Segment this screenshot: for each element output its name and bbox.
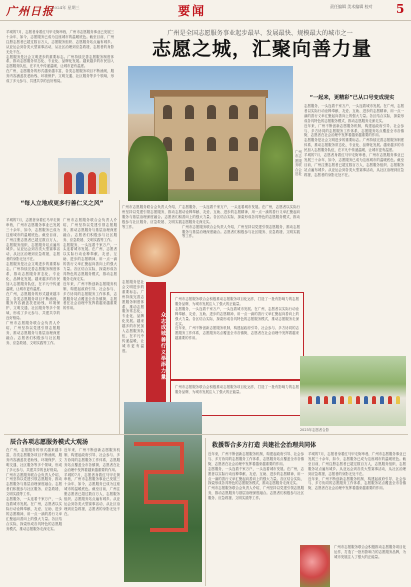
person	[332, 396, 336, 404]
paragraph: 羊城的7月，志愿者身着红马甲走街串巷，广州市志愿服务事业已发展三十余年，如今，志愿服务已成为这座城市的温暖底色。截至目前，广州注册志愿者已超过数百万人，志愿服务组织、志愿服务站点遍布城乡。从亚运会到各类大型赛事活动，从社区治理到应急救援，志愿者的身影无处不在。	[6, 218, 60, 262]
paragraph: 广州市志愿服务联合会积极推动志愿服务项目化运作，打造了一批有影响力的志愿服务品牌，为城市发展注入了强大的正能量。	[334, 545, 406, 559]
paragraph: 广州市志愿服务联合会积极推动志愿服务项目化运作，打造了一批有影响力的志愿服务品牌，为城市发展注入了强大的正能量。	[175, 297, 299, 306]
window	[163, 105, 172, 119]
paragraph: 羊城的7月，志愿者身着红马甲走街串巷，广州市志愿服务事业已发展三十余年，如今，志愿服务已成为这座城市的温暖底色。截至目前，广州注册志愿者已超过数百万人，志愿服务组织、志愿服务站点遍布城乡。从亚运会到各类大型赛事活动，从社区治理到应急救援，志愿者的身影无处不在。	[308, 452, 406, 476]
person	[64, 172, 72, 194]
article-column-left-mid-2	[63, 218, 117, 430]
person	[88, 172, 96, 194]
bridge-segment	[180, 442, 184, 472]
window	[185, 105, 194, 119]
paragraph: 志愿服务，一头连着千家万户，一头连着城市发展。在广州，志愿者以实际行动诠释奉献、友爱、互助、进步的志愿精神，用一点一滴的善行义举汇聚起向善向上的强大力量。各区结合实际，探索形成各具特色的志愿服务模式，推动志愿服务走深走实。	[182, 205, 300, 224]
tree	[128, 136, 168, 201]
paragraph: 羊城的7月，志愿者身着红马甲走街串巷，广州市志愿服务事业已发展三十余年，如今，志愿服务已成为这座城市的温暖底色。截至目前，广州注册志愿者已超过数百万人，志愿服务组织、志愿服务站点遍布城乡。从亚运会到各类大型赛事活动，从社区治理到应急救援，志愿者的身影无处不在。	[64, 472, 120, 516]
article-column-bottom-right-2	[308, 452, 406, 542]
bridge-segment	[184, 500, 188, 530]
person	[76, 172, 84, 194]
subhead-right: “一起来，更精彩”已从口号变成现实	[309, 95, 395, 101]
article-column-left-top	[6, 30, 114, 154]
window	[229, 167, 238, 181]
quote-box	[170, 292, 304, 380]
window	[249, 137, 258, 151]
section-title: 要闻	[178, 4, 207, 18]
divider	[119, 200, 120, 434]
paragraph: 志愿服务是社会文明进步的重要标志。广州持续完善志愿服务制度体系，推动志愿服务常态化、专业化、品牌化发展。越来越多的市民加入志愿服务队伍，在平凡中传递温暖，让城市更有温度。	[304, 138, 404, 153]
subhead-bottom-right: 救援帮合多方打造 共建社会治理共同体	[212, 442, 317, 449]
paragraph: 广州市志愿服务联合会负责人介绍，广州坚持以党建引领志愿服务，推动志愿服务与基层治理深度融合。志愿者们积极参与社区服务、应急救援、文明实践等工作。	[182, 224, 300, 239]
article-column-bottom-left	[6, 448, 62, 584]
page-number: 5	[396, 2, 405, 16]
paragraph: 近年来，广州不断创新志愿服务机制，构建起政府引导、社会参与、多方协同的志愿服务工作体系，志愿服务站点覆盖全市各镇街，志愿者在社会治理中发挥着越来越重要的作用。	[64, 448, 120, 472]
paragraph: 志愿服务是社会文明进步的重要标志。广州持续完善志愿服务制度体系，推动志愿服务常态化、专业化、品牌化发展。越来越多的市民加入志愿服务队伍，在平凡中传递温暖，让城市更有温度。	[6, 54, 114, 69]
window	[249, 105, 258, 119]
bridge-segment	[144, 470, 184, 474]
subhead-left: “每人立地成更多行善仁义之风”	[20, 201, 104, 207]
paragraph: 近年来，广州不断创新志愿服务机制，构建起政府引导、社会参与、多方协同的志愿服务工作体系，志愿服务站点覆盖全市各镇街，志愿者在社会治理中发挥着越来越重要的作用。	[308, 476, 406, 491]
group-caption: 2023年志愿者合影	[300, 428, 329, 432]
article-column-narrow	[122, 280, 144, 400]
window	[185, 137, 194, 151]
paragraph: 广州市志愿服务联合会负责人介绍，广州坚持以党建引领志愿服务，推动志愿服务与基层治理深度融合。志愿者们积极参与社区服务、应急救援、文明实践等工作。	[122, 205, 182, 229]
divider	[4, 434, 408, 435]
person	[396, 396, 400, 404]
volunteers-photo	[58, 158, 110, 194]
window	[229, 137, 238, 151]
window	[207, 137, 216, 151]
building-caption: 广州市志愿服务联合会旧址	[295, 150, 302, 177]
paragraph: 近年来，广州不断创新志愿服务机制，构建起政府引导、社会参与、多方协同的志愿服务工作体系，志愿服务站点覆盖全市各镇街，志愿者在社会治理中发挥着越来越重要的作用。	[175, 326, 299, 341]
person	[316, 396, 320, 404]
sidebar-banner: 众志成城善行义举添力量	[146, 282, 166, 406]
person	[348, 396, 352, 404]
paragraph: 广州市志愿服务联合会负责人介绍，广州坚持以党建引领志愿服务，推动志愿服务与基层治理深度融合。志愿者们积极参与社区服务、应急救援、文明实践等工作。	[6, 321, 60, 345]
paragraph: 在广州，志愿服务的形式越来越丰富，各类志愿服务项目不断涌现，服务内容涵盖扶老助残、环境保护、文明交通、社区服务等多个领域，形成了多元参与、共建共享的良好格局。	[6, 291, 60, 321]
article-column-center	[122, 205, 182, 229]
building-photo	[128, 66, 293, 201]
paragraph: 广州市志愿服务联合会负责人介绍，广州坚持以党建引领志愿服务，推动志愿服务与基层治理深度融合。志愿者们积极参与社区服务、应急救援、文明实践等工作。	[208, 486, 304, 501]
article-column-bottom-left-2	[64, 448, 120, 584]
park-bridge-photo	[124, 402, 202, 582]
paragraph: 志愿服务，一头连着千家万户，一头连着城市发展。在广州，志愿者以实际行动诠释奉献、友爱、互助、进步的志愿精神，用一点一滴的善行义举汇聚起向善向上的强大力量。各区结合实际，探索形成各具特色的志愿服务模式，推动志愿服务走深走实。	[6, 497, 62, 531]
person	[356, 396, 360, 404]
bridge-segment	[150, 528, 188, 532]
person	[388, 396, 392, 404]
divider	[205, 438, 206, 586]
paragraph: 志愿服务，一头连着千家万户，一头连着城市发展。在广州，志愿者以实际行动诠释奉献、友爱、互助、进步的志愿精神，用一点一滴的善行义举汇聚起向善向上的强大力量。各区结合实际，探索形成各具特色的志愿服务模式，推动志愿服务走深走实。	[208, 466, 304, 486]
paragraph: 志愿服务是社会文明进步的重要标志。广州持续完善志愿服务制度体系，推动志愿服务常态化、专业化、品牌化发展。越来越多的市民加入志愿服务队伍，在平凡中传递温暖，让城市更有温度。	[6, 262, 60, 291]
paragraph: 在广州，志愿服务的形式越来越丰富，各类志愿服务项目不断涌现，服务内容涵盖扶老助残、环境保护、文明交通、社区服务等多个领域，形成了多元参与、共建共享的良好格局。	[6, 69, 114, 84]
headline: 志愿之城，汇聚向善力量	[151, 38, 372, 60]
article-column-right	[304, 104, 404, 354]
kicker: 广州是全国志愿服务事业起步最早、发展最快、规模最大的城市之一	[167, 30, 353, 37]
paragraph: 近年来，广州不断创新志愿服务机制，构建起政府引导、社会参与、多方协同的志愿服务工作体系，志愿服务站点覆盖全市各镇街，志愿者在社会治理中发挥着越来越重要的作用。	[63, 281, 117, 311]
paragraph: 志愿服务，一头连着千家万户，一头连着城市发展。在广州，志愿者以实际行动诠释奉献、友爱、互助、进步的志愿精神，用一点一滴的善行义举汇聚起向善向上的强大力量。各区结合实际，探索形成各具特色的志愿服务模式，推动志愿服务走深走实。	[304, 104, 404, 123]
person	[99, 172, 107, 194]
person	[308, 396, 312, 404]
window	[185, 167, 194, 181]
paragraph: 志愿服务，一头连着千家万户，一头连着城市发展。在广州，志愿者以实际行动诠释奉献、友爱、互助、进步的志愿精神，用一点一滴的善行义举汇聚起向善向上的强大力量。各区结合实际，探索形成各具特色的志愿服务模式，推动志愿服务走深走实。	[63, 242, 117, 281]
paragraph: 羊城的7月，志愿者身着红马甲走街串巷，广州市志愿服务事业已发展三十余年，如今，志愿服务已成为这座城市的温暖底色。截至目前，广州注册志愿者已超过数百万人，志愿服务组织、志愿服务站点遍布城乡。从亚运会到各类大型赛事活动，从社区治理到应急救援，志愿者的身影无处不在。	[304, 153, 404, 177]
masthead-date: 2024年 星期三	[52, 5, 80, 10]
paragraph: 广州市志愿服务联合会积极推动志愿服务项目化运作，打造了一批有影响力的志愿服务品牌，为城市发展注入了强大的正能量。	[175, 385, 299, 394]
tree	[260, 126, 293, 201]
person	[324, 396, 328, 404]
paragraph: 羊城的7月，志愿者身着红马甲走街串巷，广州市志愿服务事业已发展三十余年，如今，志愿服务已成为这座城市的温暖底色。截至目前，广州注册志愿者已超过数百万人，志愿服务组织、志愿服务站点遍布城乡。从亚运会到各类大型赛事活动，从社区治理到应急救援，志愿者的身影无处不在。	[6, 30, 114, 54]
person	[372, 396, 376, 404]
paragraph: 志愿服务，一头连着千家万户，一头连着城市发展。在广州，志愿者以实际行动诠释奉献、友爱、互助、进步的志愿精神，用一点一滴的善行义举汇聚起向善向上的强大力量。各区结合实际，探索形成各具特色的志愿服务模式，推动志愿服务走深走实。	[175, 306, 299, 326]
paragraph: 近年来，广州不断创新志愿服务机制，构建起政府引导、社会参与、多方协同的志愿服务工作体系，志愿服务站点覆盖全市各镇街，志愿者在社会治理中发挥着越来越重要的作用。	[304, 123, 404, 138]
bridge-segment	[134, 442, 184, 446]
person	[340, 396, 344, 404]
masthead	[0, 0, 411, 21]
person	[364, 396, 368, 404]
building-body	[154, 96, 266, 190]
article-column-bottom-right-3	[334, 545, 406, 585]
masthead-editors: 责任编辑 美术编辑 校对	[330, 4, 373, 9]
paragraph: 广州市志愿服务联合会负责人介绍，广州坚持以党建引领志愿服务，推动志愿服务与基层治理深度融合。志愿者们积极参与社区服务、应急救援、文明实践等工作。	[6, 472, 62, 497]
person	[380, 396, 384, 404]
article-column-left-mid	[6, 218, 60, 430]
bridge-segment	[144, 470, 148, 502]
volunteer-portrait-photo	[128, 225, 182, 279]
window	[229, 105, 238, 119]
bridge-segment	[144, 500, 188, 504]
subhead-bottom-left: 辰合各项志愿服务模式大观汤	[10, 439, 89, 446]
group-photo	[300, 356, 406, 426]
paragraph: 志愿服务是社会文明进步的重要标志。广州持续完善志愿服务制度体系，推动志愿服务常态化、专业化、品牌化发展。越来越多的市民加入志愿服务队伍，在平凡中传递温暖，让城市更有温度。	[122, 280, 144, 353]
paragraph: 在广州，志愿服务的形式越来越丰富，各类志愿服务项目不断涌现，服务内容涵盖扶老助残、环境保护、文明交通、社区服务等多个领域，形成了多元参与、共建共享的良好格局。	[6, 448, 62, 472]
quote-box-text	[175, 297, 299, 375]
flowers-photo	[300, 545, 330, 587]
newspaper-logo: 广州日报	[6, 5, 54, 18]
article-column-bottom-right	[208, 452, 304, 584]
paragraph: 近年来，广州不断创新志愿服务机制，构建起政府引导、社会参与、多方协同的志愿服务工作体系，志愿服务站点覆盖全市各镇街，志愿者在社会治理中发挥着越来越重要的作用。	[208, 452, 304, 466]
window	[207, 105, 216, 119]
paragraph: 广州市志愿服务联合会负责人介绍，广州坚持以党建引领志愿服务，推动志愿服务与基层治理深度融合。志愿者们积极参与社区服务、应急救援、文明实践等工作。	[63, 218, 117, 242]
article-column-center-right	[182, 205, 300, 289]
